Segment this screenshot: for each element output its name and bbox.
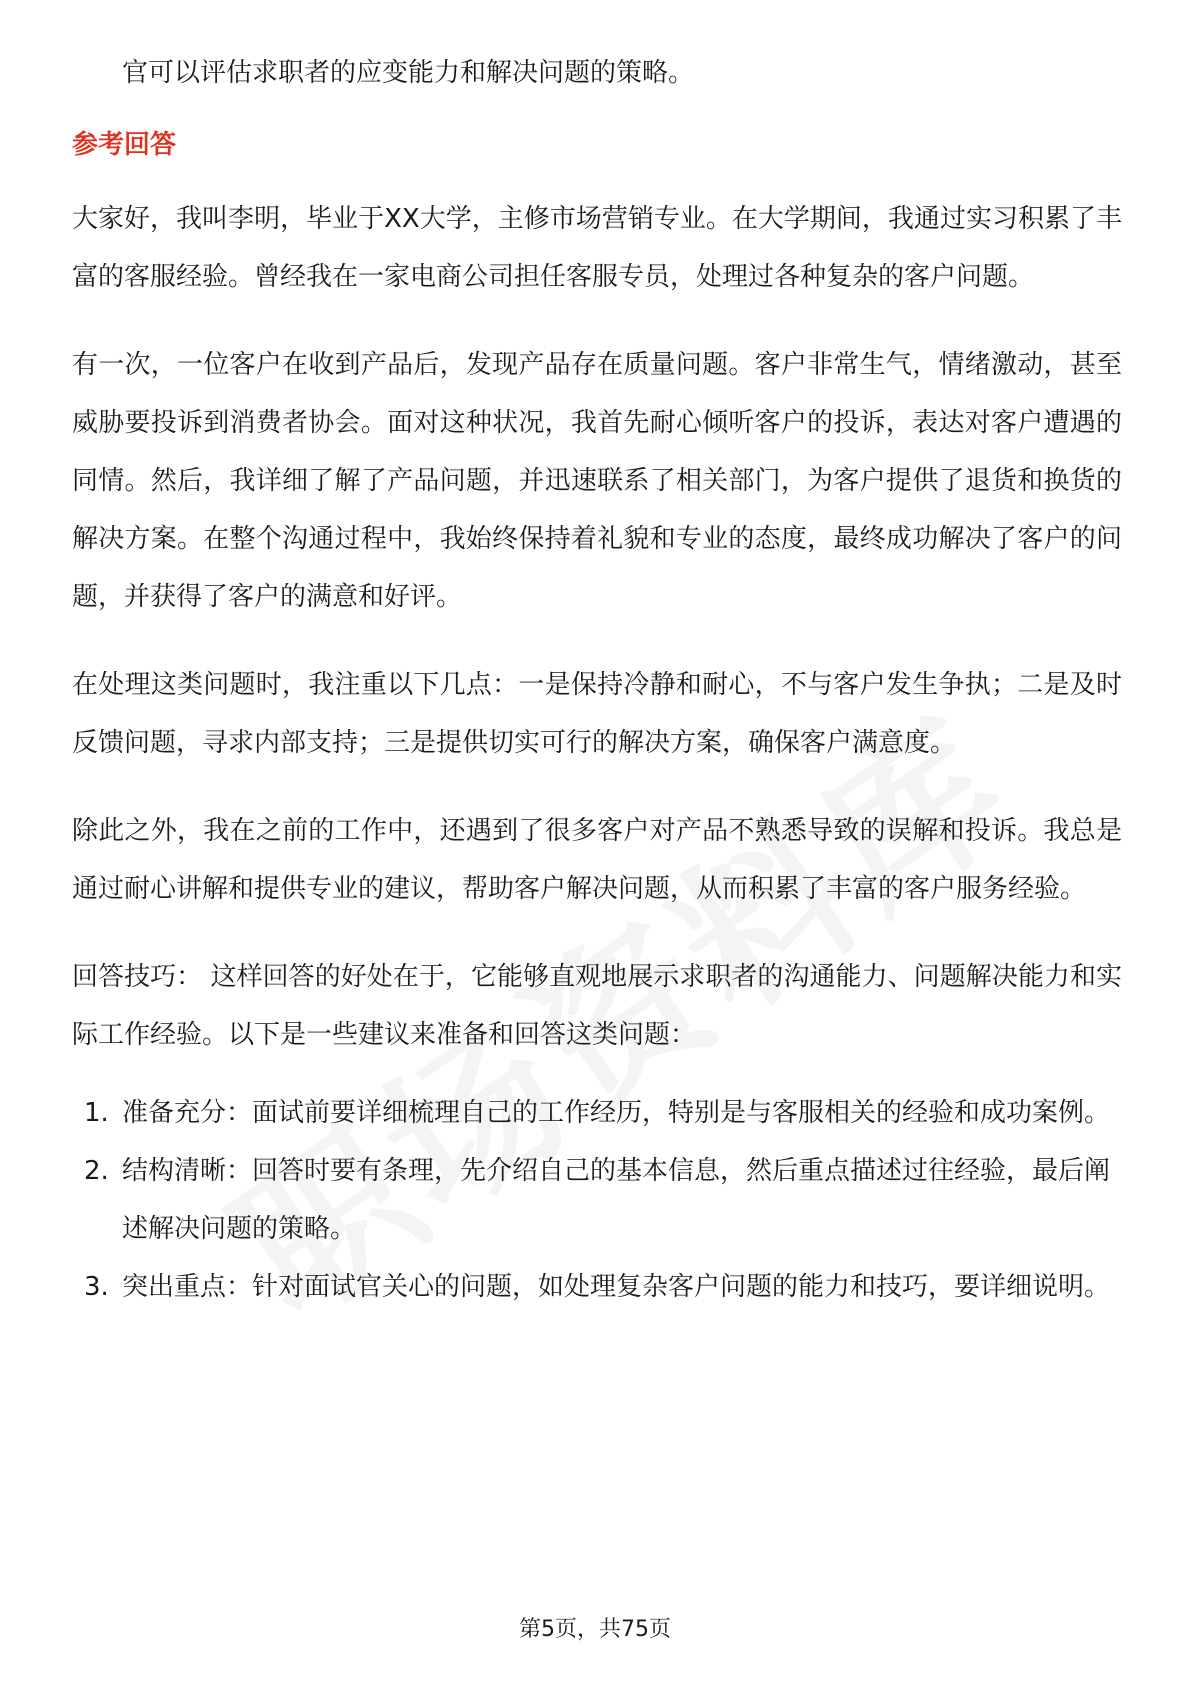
paragraph-4: 除此之外，我在之前的工作中，还遇到了很多客户对产品不熟悉导致的误解和投诉。我总是通过耐心讲解和提供专业的建议，帮助客户解决问题，从而积累了丰富的客户服务经验。	[72, 816, 1122, 904]
list-item	[72, 1084, 1122, 1142]
list-item	[72, 1142, 1122, 1258]
paragraph-5: 回答技巧： 这样回答的好处在于，它能够直观地展示求职者的沟通能力、问题解决能力和实际工作经验。以下是一些建议来准备和回答这类问题：	[72, 962, 1122, 1050]
list-text: 准备充分：面试前要详细梳理自己的工作经历，特别是与客服相关的经验和成功案例。	[122, 1098, 1111, 1128]
tips-list	[72, 1084, 1122, 1316]
list-number: 3.	[84, 1272, 109, 1302]
intro-continuation: 官可以评估求职者的应变能力和解决问题的策略。	[122, 58, 695, 88]
paragraph-2: 有一次，一位客户在收到产品后，发现产品存在质量问题。客户非常生气，情绪激动，甚至威胁要投诉到消费者协会。面对这种状况，我首先耐心倾听客户的投诉，表达对客户遭遇的同情。然后，我详细了解了产品问题，并迅速联系了相关部门，为客户提供了退货和换货的解决方案。在整个沟通过程中，我始终保持着礼貌和专业的态度，最终成功解决了客户的问题，并获得了客户的满意和好评。	[72, 350, 1122, 612]
paragraph-3: 在处理这类问题时，我注重以下几点：一是保持冷静和耐心，不与客户发生争执；二是及时反馈问题，寻求内部支持；三是提供切实可行的解决方案，确保客户满意度。	[72, 670, 1122, 758]
list-number: 2.	[84, 1156, 109, 1186]
list-text: 结构清晰：回答时要有条理，先介绍自己的基本信息，然后重点描述过往经验，最后阐述解决问题的策略。	[122, 1156, 1111, 1244]
page-footer: 第5页，共75页	[519, 1617, 671, 1642]
list-number: 1.	[84, 1098, 109, 1128]
paragraph-1: 大家好，我叫李明，毕业于XX大学，主修市场营销专业。在大学期间，我通过实习积累了丰富的客服经验。曾经我在一家电商公司担任客服专员，处理过各种复杂的客户问题。	[72, 204, 1122, 292]
page-content	[72, 44, 1122, 1316]
section-heading: 参考回答	[72, 130, 177, 160]
list-text: 突出重点：针对面试官关心的问题，如处理复杂客户问题的能力和技巧，要详细说明。	[122, 1272, 1111, 1302]
list-item	[72, 1258, 1122, 1316]
